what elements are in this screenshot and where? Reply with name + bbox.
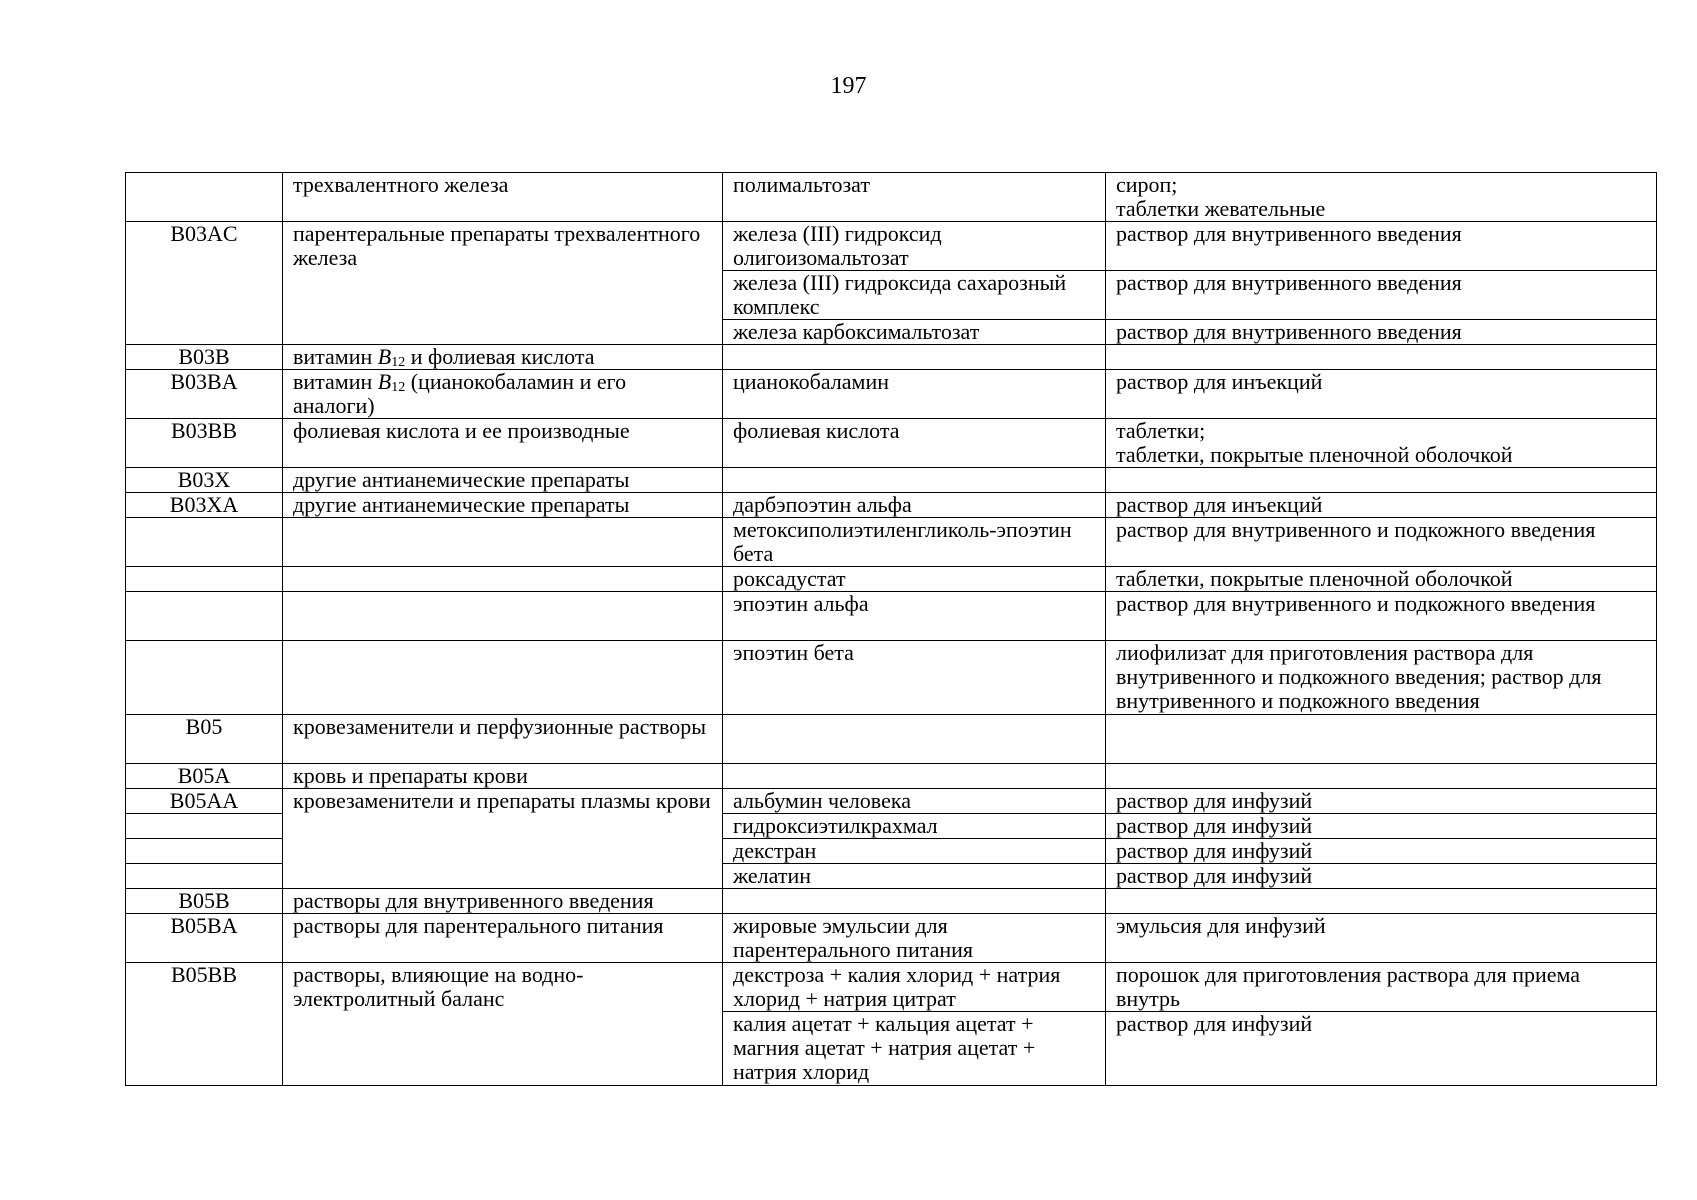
drug-name-cell: жировые эмульсии для парентерального питания — [723, 914, 1106, 963]
dosage-form-cell: раствор для инфузий — [1106, 789, 1657, 814]
table-row — [126, 345, 1657, 370]
group-cell: кровезаменители и перфузионные растворы — [283, 715, 723, 764]
group-cell: растворы, влияющие на водно-электролитный баланс — [283, 963, 723, 1086]
atc-code-cell: B03X — [126, 468, 283, 493]
dosage-form-cell: лиофилизат для приготовления раствора для внутривенного и подкожного введения; раствор для внутривенного и подкожного введения — [1106, 641, 1657, 715]
group-cell — [283, 592, 723, 641]
atc-code-cell: B05A — [126, 764, 283, 789]
drug-name-cell: альбумин человека — [723, 789, 1106, 814]
drug-name-cell: дарбэпоэтин альфа — [723, 493, 1106, 518]
atc-code-cell — [126, 839, 283, 864]
drug-name-cell: полимальтозат — [723, 173, 1106, 222]
dosage-form-cell — [1106, 345, 1657, 370]
group-cell — [283, 518, 723, 567]
group-cell — [283, 345, 723, 370]
atc-code-cell: B05 — [126, 715, 283, 764]
drug-name-cell: декстроза + калия хлорид + натрия хлорид + натрия цитрат — [723, 963, 1106, 1012]
drug-name-cell: желатин — [723, 864, 1106, 889]
dosage-form-cell: раствор для инъекций — [1106, 493, 1657, 518]
drug-name-cell — [723, 715, 1106, 764]
atc-code-cell — [126, 641, 283, 715]
drug-name-cell: роксадустат — [723, 567, 1106, 592]
drug-name-cell — [723, 889, 1106, 914]
dosage-form-cell: раствор для инфузий — [1106, 1012, 1657, 1086]
dosage-form-cell: раствор для внутривенного и подкожного введения — [1106, 518, 1657, 567]
dosage-form-cell — [1106, 764, 1657, 789]
group-cell: парентеральные препараты трехвалентного железа — [283, 222, 723, 345]
group-text-suffix: и фолиевая кислота — [405, 344, 595, 369]
atc-code-cell: B03BB — [126, 419, 283, 468]
dosage-form-cell — [1106, 889, 1657, 914]
table-row — [126, 222, 1657, 271]
drug-name-cell: эпоэтин бета — [723, 641, 1106, 715]
drug-name-cell: метоксиполиэтиленгликоль-эпоэтин бета — [723, 518, 1106, 567]
dosage-form-cell: раствор для инфузий — [1106, 864, 1657, 889]
vitamin-subscript: 12 — [391, 380, 406, 395]
drug-name-cell: железа карбоксимальтозат — [723, 320, 1106, 345]
atc-code-cell: B05AA — [126, 789, 283, 814]
atc-code-cell: B05BA — [126, 914, 283, 963]
table-row — [126, 641, 1657, 715]
group-cell: растворы для парентерального питания — [283, 914, 723, 963]
table-row — [126, 914, 1657, 963]
atc-code-cell — [126, 592, 283, 641]
table-row — [126, 419, 1657, 468]
table-row — [126, 468, 1657, 493]
drug-name-cell — [723, 345, 1106, 370]
atc-code-cell: B05B — [126, 889, 283, 914]
page-number: 197 — [830, 73, 867, 99]
group-text-suffix: (цианокобаламин и его аналоги) — [293, 369, 627, 418]
vitamin-letter: B — [377, 369, 392, 394]
atc-code-cell: B03XA — [126, 493, 283, 518]
table-row — [126, 963, 1657, 1012]
atc-code-cell — [126, 518, 283, 567]
table-row — [126, 889, 1657, 914]
table-row — [126, 592, 1657, 641]
group-cell: другие антианемические препараты — [283, 493, 723, 518]
dosage-form-cell: таблетки, покрытые пленочной оболочкой — [1106, 567, 1657, 592]
drug-name-cell: эпоэтин альфа — [723, 592, 1106, 641]
group-cell: растворы для внутривенного введения — [283, 889, 723, 914]
group-text-prefix: витамин — [293, 369, 378, 394]
table-row — [126, 173, 1657, 222]
atc-code-cell — [126, 814, 283, 839]
table-row — [126, 493, 1657, 518]
group-cell: кровезаменители и препараты плазмы крови — [283, 789, 723, 889]
atc-code-cell — [126, 567, 283, 592]
atc-code-cell: B03B — [126, 345, 283, 370]
group-cell — [283, 370, 723, 419]
table-row — [126, 764, 1657, 789]
drug-name-cell: фолиевая кислота — [723, 419, 1106, 468]
group-cell — [283, 641, 723, 715]
dosage-form-cell: раствор для инфузий — [1106, 814, 1657, 839]
group-cell: трехвалентного железа — [283, 173, 723, 222]
drug-name-cell: цианокобаламин — [723, 370, 1106, 419]
drug-name-cell: гидроксиэтилкрахмал — [723, 814, 1106, 839]
dosage-form-cell: раствор для внутривенного введения — [1106, 271, 1657, 320]
dosage-form-cell — [1106, 715, 1657, 764]
dosage-form-cell: порошок для приготовления раствора для приема внутрь — [1106, 963, 1657, 1012]
table-row — [126, 518, 1657, 567]
table-row — [126, 370, 1657, 419]
dosage-form-cell: раствор для инъекций — [1106, 370, 1657, 419]
table-row — [126, 789, 1657, 814]
group-cell: другие антианемические препараты — [283, 468, 723, 493]
drug-name-cell: железа (III) гидроксида сахарозный комплекс — [723, 271, 1106, 320]
dosage-form-cell: раствор для внутривенного и подкожного введения — [1106, 592, 1657, 641]
group-cell: кровь и препараты крови — [283, 764, 723, 789]
vitamin-letter: B — [377, 344, 392, 369]
table-row — [126, 567, 1657, 592]
dosage-form-cell: раствор для инфузий — [1106, 839, 1657, 864]
vitamin-subscript: 12 — [391, 355, 406, 370]
atc-code-cell: B03BA — [126, 370, 283, 419]
dosage-form-cell: эмульсия для инфузий — [1106, 914, 1657, 963]
drug-name-cell: калия ацетат + кальция ацетат + магния ацетат + натрия ацетат + натрия хлорид — [723, 1012, 1106, 1086]
drug-name-cell: железа (III) гидроксид олигоизомальтозат — [723, 222, 1106, 271]
group-cell — [283, 567, 723, 592]
dosage-form-cell: раствор для внутривенного введения — [1106, 222, 1657, 271]
dosage-form-cell: раствор для внутривенного введения — [1106, 320, 1657, 345]
atc-code-cell — [126, 173, 283, 222]
dosage-form-cell: сироп; таблетки жевательные — [1106, 173, 1657, 222]
atc-code-cell: B03AC — [126, 222, 283, 345]
drug-table — [125, 172, 1657, 1086]
dosage-form-cell — [1106, 468, 1657, 493]
atc-code-cell: B05BB — [126, 963, 283, 1086]
drug-name-cell: декстран — [723, 839, 1106, 864]
table-row — [126, 715, 1657, 764]
drug-name-cell — [723, 764, 1106, 789]
dosage-form-cell: таблетки; таблетки, покрытые пленочной оболочкой — [1106, 419, 1657, 468]
atc-code-cell — [126, 864, 283, 889]
group-cell: фолиевая кислота и ее производные — [283, 419, 723, 468]
group-text-prefix: витамин — [293, 344, 378, 369]
drug-name-cell — [723, 468, 1106, 493]
